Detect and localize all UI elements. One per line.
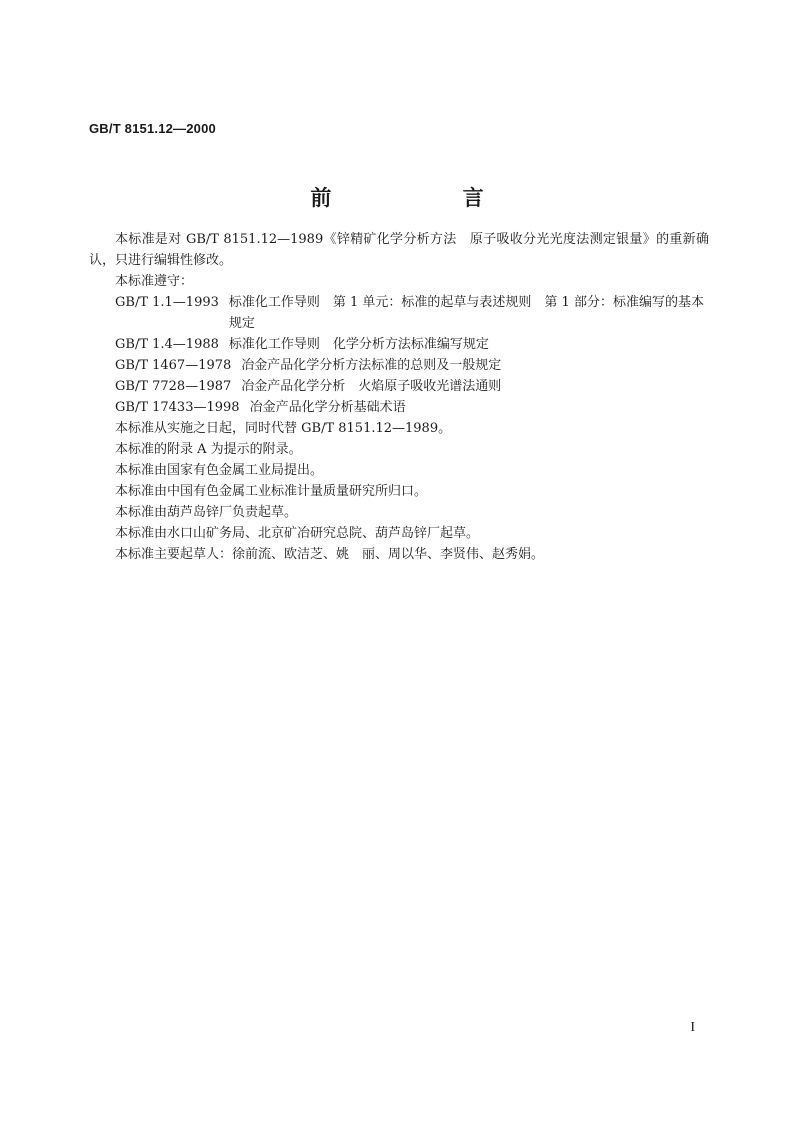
- reference-title: 标准化工作导则 第 1 单元：标准的起草与表述规则 第 1 部分：标准编写的基本规定: [228, 295, 704, 331]
- reference-item: [89, 397, 709, 418]
- reference-item: [89, 355, 709, 376]
- reference-item: [89, 292, 709, 334]
- statement-paragraph: 本标准从实施之日起，同时代替 GB/T 8151.12—1989。: [115, 421, 452, 436]
- foreword-body: [89, 229, 709, 565]
- reference-code: GB/T 7728—1987: [115, 379, 232, 394]
- follows-paragraph: 本标准遵守：: [115, 274, 194, 289]
- reference-title: 冶金产品化学分析 火焰原子吸收光谱法通则: [241, 379, 502, 394]
- reference-code: GB/T 17433—1998: [115, 400, 240, 415]
- reference-code: GB/T 1467—1978: [115, 358, 232, 373]
- reference-title: 冶金产品化学分析方法标准的总则及一般规定: [241, 358, 502, 373]
- reference-code: GB/T 1.1—1993: [115, 295, 219, 310]
- reference-item: [89, 334, 709, 355]
- statement-paragraph: 本标准主要起草人：徐前流、欧洁芝、姚 丽、周以华、李贤伟、赵秀娟。: [115, 547, 545, 562]
- statement-paragraph: 本标准由葫芦岛锌厂负责起草。: [115, 505, 298, 520]
- page-number: I: [690, 1020, 695, 1035]
- standard-code: GB/T 8151.12—2000: [89, 121, 216, 136]
- statement-paragraph: 本标准由水口山矿务局、北京矿冶研究总院、葫芦岛锌厂起草。: [115, 526, 480, 541]
- reference-item: [89, 376, 709, 397]
- reference-title: 标准化工作导则 化学分析方法标准编写规定: [228, 337, 489, 352]
- reference-code: GB/T 1.4—1988: [115, 337, 219, 352]
- reference-title: 冶金产品化学分析基础术语: [249, 400, 406, 415]
- page-title: 前 言: [310, 185, 546, 210]
- statement-paragraph: 本标准由国家有色金属工业局提出。: [115, 463, 324, 478]
- intro-paragraph: 本标准是对 GB/T 8151.12—1989《锌精矿化学分析方法 原子吸收分光光度法测定银量》的重新确认，只进行编辑性修改。: [89, 232, 709, 268]
- statement-paragraph: 本标准由中国有色金属工业标准计量质量研究所归口。: [115, 484, 428, 499]
- statement-paragraph: 本标准的附录 A 为提示的附录。: [115, 442, 302, 457]
